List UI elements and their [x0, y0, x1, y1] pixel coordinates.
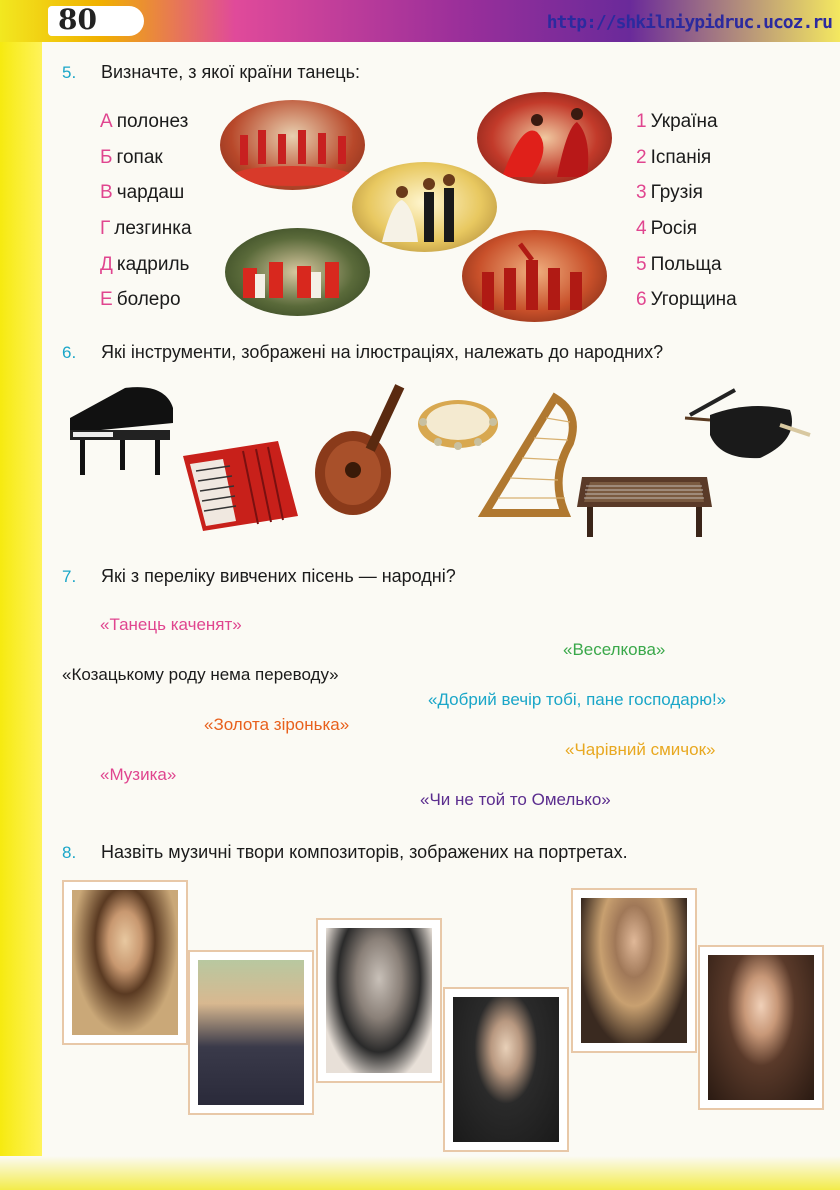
bagpipe-illustration [680, 380, 820, 465]
dance-option-f: Е болеро [100, 289, 181, 310]
dance-photo-quadrille [352, 162, 497, 252]
question-7-number: 7. [62, 567, 77, 586]
song-title: «Золота зіронька» [204, 715, 350, 734]
page-number: 80 [58, 3, 97, 36]
dance-photo-lezginka [462, 230, 607, 322]
question-5-number: 5. [62, 63, 77, 82]
question-5-text: Визначте, з якої країни танець: [101, 62, 360, 82]
composer-portrait [316, 918, 442, 1083]
site-url[interactable]: http://shkilniypidruc.ucoz.ru [546, 12, 832, 33]
question-8-text: Назвіть музичні твори композиторів, зображених на портретах. [101, 842, 628, 862]
composer-portrait [188, 950, 314, 1115]
country-option-5: 5 Польща [636, 254, 722, 275]
song-title: «Танець каченят» [100, 615, 242, 634]
tsymbaly-illustration [572, 462, 717, 542]
dance-option-a: А полонез [100, 111, 189, 132]
question-7-text: Які з переліку вивчених пісень — народні? [101, 566, 456, 586]
dance-photo-polonaise [220, 100, 365, 190]
country-option-6: 6 Угорщина [636, 289, 737, 310]
song-title: «Добрий вечір тобі, пане господарю!» [428, 690, 727, 709]
song-title: «Музика» [100, 765, 177, 784]
dance-photo-hopak [225, 228, 370, 316]
dance-option-c: В чардаш [100, 182, 185, 203]
question-6-number: 6. [62, 343, 77, 362]
country-option-1: 1 Україна [636, 111, 718, 132]
dance-photo-bolero [477, 92, 612, 184]
piano-illustration [65, 378, 180, 478]
song-title: «Веселкова» [563, 640, 666, 659]
dance-option-e: Д кадриль [100, 254, 190, 275]
country-option-3: 3 Грузія [636, 182, 703, 203]
country-option-2: 2 Іспанія [636, 147, 712, 168]
dance-option-d: Г лезгинка [100, 218, 192, 239]
bandura-illustration [308, 378, 413, 518]
composer-portrait [443, 987, 569, 1152]
page-header [0, 0, 840, 42]
accordion-illustration [178, 436, 303, 536]
question-6-text: Які інструменти, зображені на ілюстраціях, належать до народних? [101, 342, 664, 362]
composer-portrait [62, 880, 188, 1045]
country-option-4: 4 Росія [636, 218, 697, 239]
question-8-number: 8. [62, 843, 77, 862]
dance-option-b: Б гопак [100, 147, 163, 168]
song-title: «Козацькому роду нема переводу» [62, 665, 339, 684]
composer-portrait [571, 888, 697, 1053]
song-title: «Чарівний смичок» [565, 740, 716, 759]
bottom-decorative-bar [0, 1156, 840, 1190]
composer-portrait [698, 945, 824, 1110]
song-title: «Чи не той то Омелько» [420, 790, 611, 809]
left-decorative-bar [0, 0, 42, 1190]
